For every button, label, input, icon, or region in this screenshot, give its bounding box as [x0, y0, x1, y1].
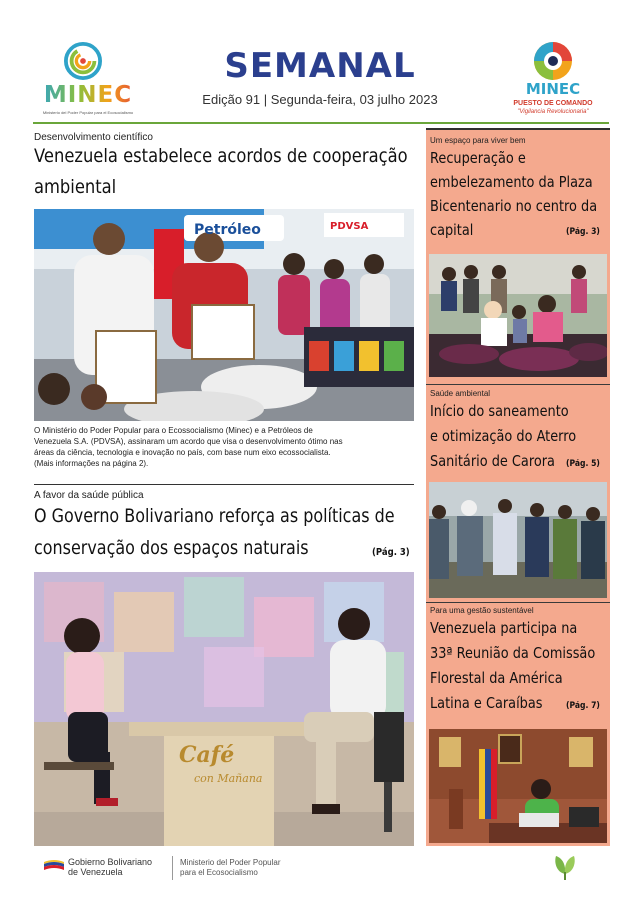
logo-right-subtitle: PUESTO DE COMANDO	[513, 100, 593, 107]
sidebar-item1-line1[interactable]: Recuperação e	[430, 149, 526, 167]
edition-line: Edição 91 | Segunda-feira, 03 julho 2023	[202, 92, 438, 107]
swirl-logo-icon	[64, 42, 102, 80]
article2-headline-line1[interactable]: O Governo Bolivariano reforça as políticas de	[34, 505, 395, 527]
header-divider	[33, 122, 609, 124]
photo2-sign-text2: con Mañana	[194, 772, 263, 785]
logo-left-tagline: Ministerio del Poder Popular para el Ecosocialismo	[42, 110, 134, 115]
sidebar-item1-section: Um espaço para viver bem	[430, 136, 526, 145]
sidebar-item2-line2[interactable]: e otimização do Aterro	[430, 427, 577, 445]
sidebar-item1-line3[interactable]: Bicentenario no centro da	[430, 197, 598, 215]
venezuela-flag-icon	[44, 858, 64, 872]
article2-headline-line2[interactable]: conservação dos espaços naturais	[34, 537, 309, 559]
logo-right-motto: "Vigilancia Revolucionaria"	[517, 109, 589, 115]
eye-logo-icon	[532, 40, 574, 82]
sidebar-item1-page-ref[interactable]: (Pág. 3)	[566, 227, 600, 237]
sidebar-item3-page-ref[interactable]: (Pág. 7)	[566, 701, 600, 711]
caption-line: áreas da ciência, tecnologia e inovação no país, com base num eixo ecossocialista.	[34, 448, 331, 457]
sidebar-item2-line1[interactable]: Início do saneamento	[430, 402, 569, 420]
sidebar-item2-line3[interactable]: Sanitário de Carora	[430, 452, 555, 470]
sidebar-item2-photo[interactable]	[429, 482, 607, 598]
article2-section: A favor da saúde pública	[34, 490, 144, 501]
sidebar-item3-section: Para uma gestão sustentável	[430, 606, 534, 615]
caption-line: (Mais informações na página 2).	[34, 459, 149, 468]
masthead	[0, 0, 643, 124]
footer-ministry-line1: Ministerio del Poder Popular	[180, 858, 281, 867]
sidebar-item1-line4[interactable]: capital	[430, 221, 474, 239]
sidebar-item3-line2[interactable]: 33ª Reunião da Comissão	[430, 644, 596, 662]
sidebar-item2-page-ref[interactable]: (Pág. 5)	[566, 459, 600, 469]
publication-title: SEMANAL	[224, 46, 416, 86]
sidebar-panel	[426, 128, 610, 846]
minec-logo-left	[34, 40, 144, 116]
footer-separator	[172, 856, 173, 880]
article1-headline-line1[interactable]: Venezuela estabelece acordos de cooperação	[34, 145, 408, 167]
photo1-sign-text2: PDVSA	[330, 221, 369, 232]
sidebar-item2-section: Saúde ambiental	[430, 389, 491, 398]
article1-photo[interactable]	[34, 209, 414, 421]
minec-logo-right	[500, 38, 606, 122]
sidebar-item3-line4[interactable]: Latina e Caraíbas	[430, 694, 543, 712]
article1-headline-line2[interactable]: ambiental	[34, 176, 117, 198]
logo-left-brand: MINEC	[38, 82, 138, 108]
article1-section: Desenvolvimento científico	[34, 132, 153, 143]
article-divider	[34, 484, 414, 485]
sidebar-item1-line2[interactable]: embelezamento da Plaza	[430, 173, 593, 191]
sidebar-divider	[426, 384, 610, 385]
footer-gov-line1: Gobierno Bolivariano	[68, 857, 153, 867]
sidebar-item3-line3[interactable]: Florestal da América	[430, 669, 563, 687]
sidebar-item3-photo[interactable]	[429, 729, 607, 843]
footer	[0, 846, 643, 911]
article1-caption	[34, 425, 414, 469]
photo1-sign-text: Petróleo	[194, 222, 261, 238]
logo-right-brand: MINEC	[525, 80, 581, 98]
footer-gov-line2: de Venezuela	[68, 867, 123, 877]
sidebar-item3-line1[interactable]: Venezuela participa na	[430, 619, 578, 637]
sidebar-item1-photo[interactable]	[429, 254, 607, 377]
sidebar-divider	[426, 602, 610, 603]
footer-ministry-line2: para el Ecosocialismo	[180, 868, 258, 877]
leaf-logo-icon	[552, 852, 578, 882]
article2-photo[interactable]	[34, 572, 414, 846]
photo2-sign-text: Café	[179, 742, 235, 768]
article2-page-ref[interactable]: (Pág. 3)	[372, 547, 410, 558]
caption-line: Venezuela S.A. (PDVSA), assinaram um acordo que visa o desenvolvimento ótimo nas	[34, 437, 343, 446]
caption-line: O Ministério do Poder Popular para o Ecossocialismo (Minec) e a Petróleos de	[34, 426, 313, 435]
